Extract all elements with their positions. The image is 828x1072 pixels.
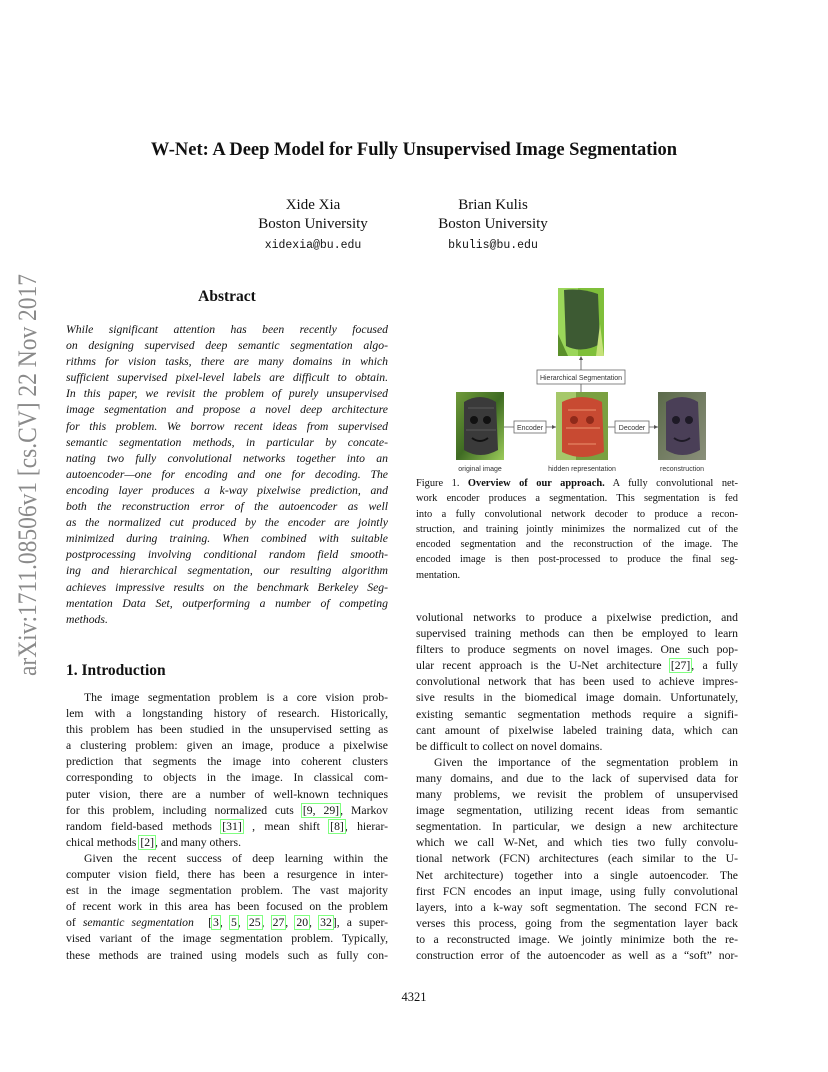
original-image — [456, 392, 504, 460]
text-line: first FCN encodes an input image, using fully convolutional — [416, 884, 738, 898]
text-fragment: , Markov — [340, 803, 388, 817]
page-number: 4321 — [401, 990, 427, 1004]
text-line — [66, 835, 388, 851]
encoder-label: Encoder — [516, 425, 544, 432]
caption-line — [416, 476, 738, 491]
arrow-head-icon — [552, 425, 556, 429]
arrow-head-icon — [579, 356, 583, 360]
text-line: est in the image segmentation problem. The vast majority — [66, 884, 388, 898]
figure-1 — [450, 284, 712, 476]
decoder-label: Decoder — [618, 425, 646, 432]
text-line: layers, into a k-way soft segmentation. The second FCN re- — [416, 900, 738, 914]
author-email[interactable]: xidexia@bu.edu — [264, 239, 362, 252]
right-column-text — [416, 610, 738, 964]
citation-link[interactable]: 32 — [320, 916, 332, 930]
text-line: be difficult to collect on novel domains. — [416, 739, 603, 753]
caption-line: encoded segmentation and the reconstruction of the image. The — [416, 539, 738, 551]
author-block — [403, 196, 583, 256]
text-line: computer vision field, there has been a resurgence in inter- — [66, 868, 388, 882]
text-line: both the reconstruction error of the autoencoder as well — [66, 500, 388, 514]
text-line: volutional networks to produce a pixelwise prediction, and — [416, 611, 738, 624]
text-line: semantic segmentation methods, in particular by concate- — [66, 435, 388, 449]
text-line: encoding layer produces a k-way pixelwise prediction, and — [66, 483, 388, 497]
text-line: as the normalized cut produced by the encoder are jointly — [66, 516, 388, 530]
citation-link[interactable]: 5 — [230, 916, 237, 930]
section-heading: 1. Introduction — [66, 662, 166, 679]
citation-link[interactable]: [9, 29] — [302, 803, 340, 817]
citation-link[interactable]: [2] — [140, 835, 154, 849]
text-line: filters to produce segments on novel images. One such pop- — [416, 643, 738, 657]
abstract-text — [66, 322, 388, 628]
text-fragment: , a super- — [336, 916, 389, 930]
text-line: sufficient supervised pixel-level labels are difficult to obtain. — [66, 371, 388, 385]
hierarchical-segmentation-label: Hierarchical Segmentation — [539, 375, 623, 382]
text-line: postprocessing involving conditional random field smooth- — [66, 548, 388, 562]
author-affiliation: Boston University — [258, 216, 368, 232]
intro-text — [66, 690, 388, 964]
text-line: supervised training methods can then be employed to learn — [416, 627, 738, 641]
text-line: nating two fully convolutional networks together into an — [66, 451, 388, 465]
caption-line: mentation. — [416, 569, 461, 581]
reconstruction-caption: reconstruction — [660, 466, 704, 473]
citation-link[interactable]: 20 — [296, 916, 309, 930]
citation-link[interactable]: 27 — [272, 916, 285, 930]
figure-caption — [416, 476, 738, 583]
text-line: of semantic segmentation [3, 5, 25, 27, 20, 32], a super- — [66, 916, 389, 930]
text-line: mentation Data Set, outperforming a number of competing — [66, 596, 388, 610]
text-line: tional network (FCN) architectures (each similar to the U- — [416, 852, 738, 866]
text-line: vised variant of the image segmentation problem. Typically, — [66, 932, 388, 946]
figure-label: Figure 1. — [416, 478, 460, 489]
text-fragment: , mean shift — [242, 819, 330, 833]
text-line: prediction that segments the image into coherent clusters — [66, 755, 388, 769]
text-line: construction error of the autoencoder as well as a “soft” nor- — [416, 948, 738, 962]
text-line: autoencoder—one for encoding and one for decoding. The — [66, 467, 388, 481]
text-line: on designing supervised deep semantic segmentation algo- — [66, 339, 388, 353]
text-line: verses this process, going from the segmentation layer back — [416, 916, 738, 930]
caption-line: struction, and training jointly minimizes the normalized cut of the — [416, 523, 738, 535]
abstract-heading: Abstract — [198, 288, 256, 305]
caption-bold-title: Overview of our approach. — [467, 478, 605, 489]
text-line: puter vision, there are a number of well-known techniques — [66, 787, 388, 801]
author-affiliation: Boston University — [438, 216, 548, 232]
text-line: corresponding to objects in the image. In classical com- — [66, 771, 388, 785]
hierarchical-segmentation-image — [558, 288, 604, 356]
text-fragment: chical methods — [66, 835, 140, 849]
text-line — [66, 803, 388, 819]
text-line: image segmentation and propose a novel deep architecture — [66, 403, 388, 417]
text-line: lem with a longstanding history of research. Historically, — [66, 707, 388, 721]
text-line: sive results in the biomedical image domain. Unfortunately, — [416, 691, 738, 705]
text-line: achieves impressive results on the benchmark Berkeley Seg- — [66, 580, 388, 594]
caption-line: work encoder produces a segmentation. This segmentation is fed — [416, 493, 738, 505]
text-line: The image segmentation problem is a core vision prob- — [84, 691, 388, 704]
text-fragment: , a fully — [691, 659, 739, 673]
text-line: rithms for vision tasks, there are many domains in which — [66, 355, 388, 369]
text-fragment-italic: semantic segmentation — [82, 916, 194, 930]
author-block — [223, 196, 403, 256]
caption-line: encoded image is then post-processed to produce the final seg- — [416, 554, 738, 566]
arxiv-text: arXiv:1711.08506v1 [cs.CV] 22 Nov 2017 — [13, 272, 42, 676]
text-fragment: for this problem, including normalized cuts — [66, 803, 302, 817]
original-image-caption: original image — [458, 466, 502, 473]
text-line: minimized during training. When combined with suitable — [66, 532, 388, 546]
text-fragment: ular recent approach is the U-Net architecture — [416, 659, 670, 673]
arxiv-identifier-stamp — [2, 272, 48, 678]
text-line: In this paper, we revisit the problem of purely unsupervised — [66, 387, 388, 401]
text-line: many problems, we revisit the problem of unsupervised — [416, 788, 738, 802]
text-line — [66, 819, 388, 835]
citation-link[interactable]: [31] — [222, 819, 242, 833]
text-line: image segmentation, utilizing recent ideas from semantic — [416, 804, 738, 818]
arrow-head-icon — [654, 425, 658, 429]
text-line — [416, 658, 738, 674]
text-line: Given the importance of the segmentation problem in — [434, 755, 738, 769]
text-line: which we call W-Net, and which ties two fully convolu- — [416, 836, 738, 850]
text-line: for this problem. We borrow recent ideas from supervised — [66, 419, 388, 433]
figure-diagram — [450, 284, 712, 476]
text-line: segmentation. In particular, we design a new architecture — [416, 820, 738, 834]
text-line: these methods are trained using models such as fully con- — [66, 948, 388, 962]
hidden-representation-caption: hidden representation — [548, 466, 616, 473]
caption-line: into a fully convolutional network decoder to produce a recon- — [416, 508, 738, 520]
text-line: methods. — [66, 612, 108, 626]
reconstruction-image — [658, 392, 706, 460]
text-line: many domains, and due to the lack of supervised data for — [416, 771, 738, 785]
text-fragment: A fully convolutional net- — [604, 478, 738, 489]
text-fragment: , hierar- — [344, 819, 388, 833]
citation-link[interactable]: [27] — [670, 659, 691, 673]
text-line: Given the recent success of deep learning within the — [84, 851, 388, 865]
text-line: existing semantic segmentation methods require a signifi- — [416, 707, 738, 721]
author-name: Xide Xia — [285, 197, 341, 213]
text-fragment: of — [66, 916, 83, 930]
citation-link[interactable]: 3 — [213, 916, 219, 930]
text-line: While significant attention has been recently focused — [66, 323, 388, 336]
text-line: cant amount of pixelwise labeled training data, which can — [416, 723, 738, 737]
text-line: convolutional network that has been used to achieve impres- — [416, 675, 738, 689]
hidden-representation-image — [556, 392, 608, 460]
citation-link[interactable]: 25 — [248, 916, 261, 930]
text-line: ing and hierarchical segmentation, our resulting algorithm — [66, 564, 388, 578]
author-email[interactable]: bkulis@bu.edu — [448, 239, 538, 252]
author-name: Brian Kulis — [458, 197, 528, 213]
text-fragment: , and many others. — [155, 835, 242, 849]
text-line: this problem has been studied in the unsupervised setting as — [66, 723, 388, 737]
citation-link[interactable]: [8] — [330, 819, 344, 833]
paper-title: W-Net: A Deep Model for Fully Unsupervised Image Segmentation — [150, 140, 678, 160]
text-line: a clustering problem: given an image, produce a pixelwise — [66, 739, 388, 753]
text-line: of recent work in this area has been focused on the problem — [66, 900, 388, 914]
text-fragment: random field-based methods — [66, 819, 222, 833]
text-line: to a reconstructed image. We jointly minimize both the re- — [416, 932, 738, 946]
text-line: Net architecture) together into a single autoencoder. The — [416, 868, 738, 882]
